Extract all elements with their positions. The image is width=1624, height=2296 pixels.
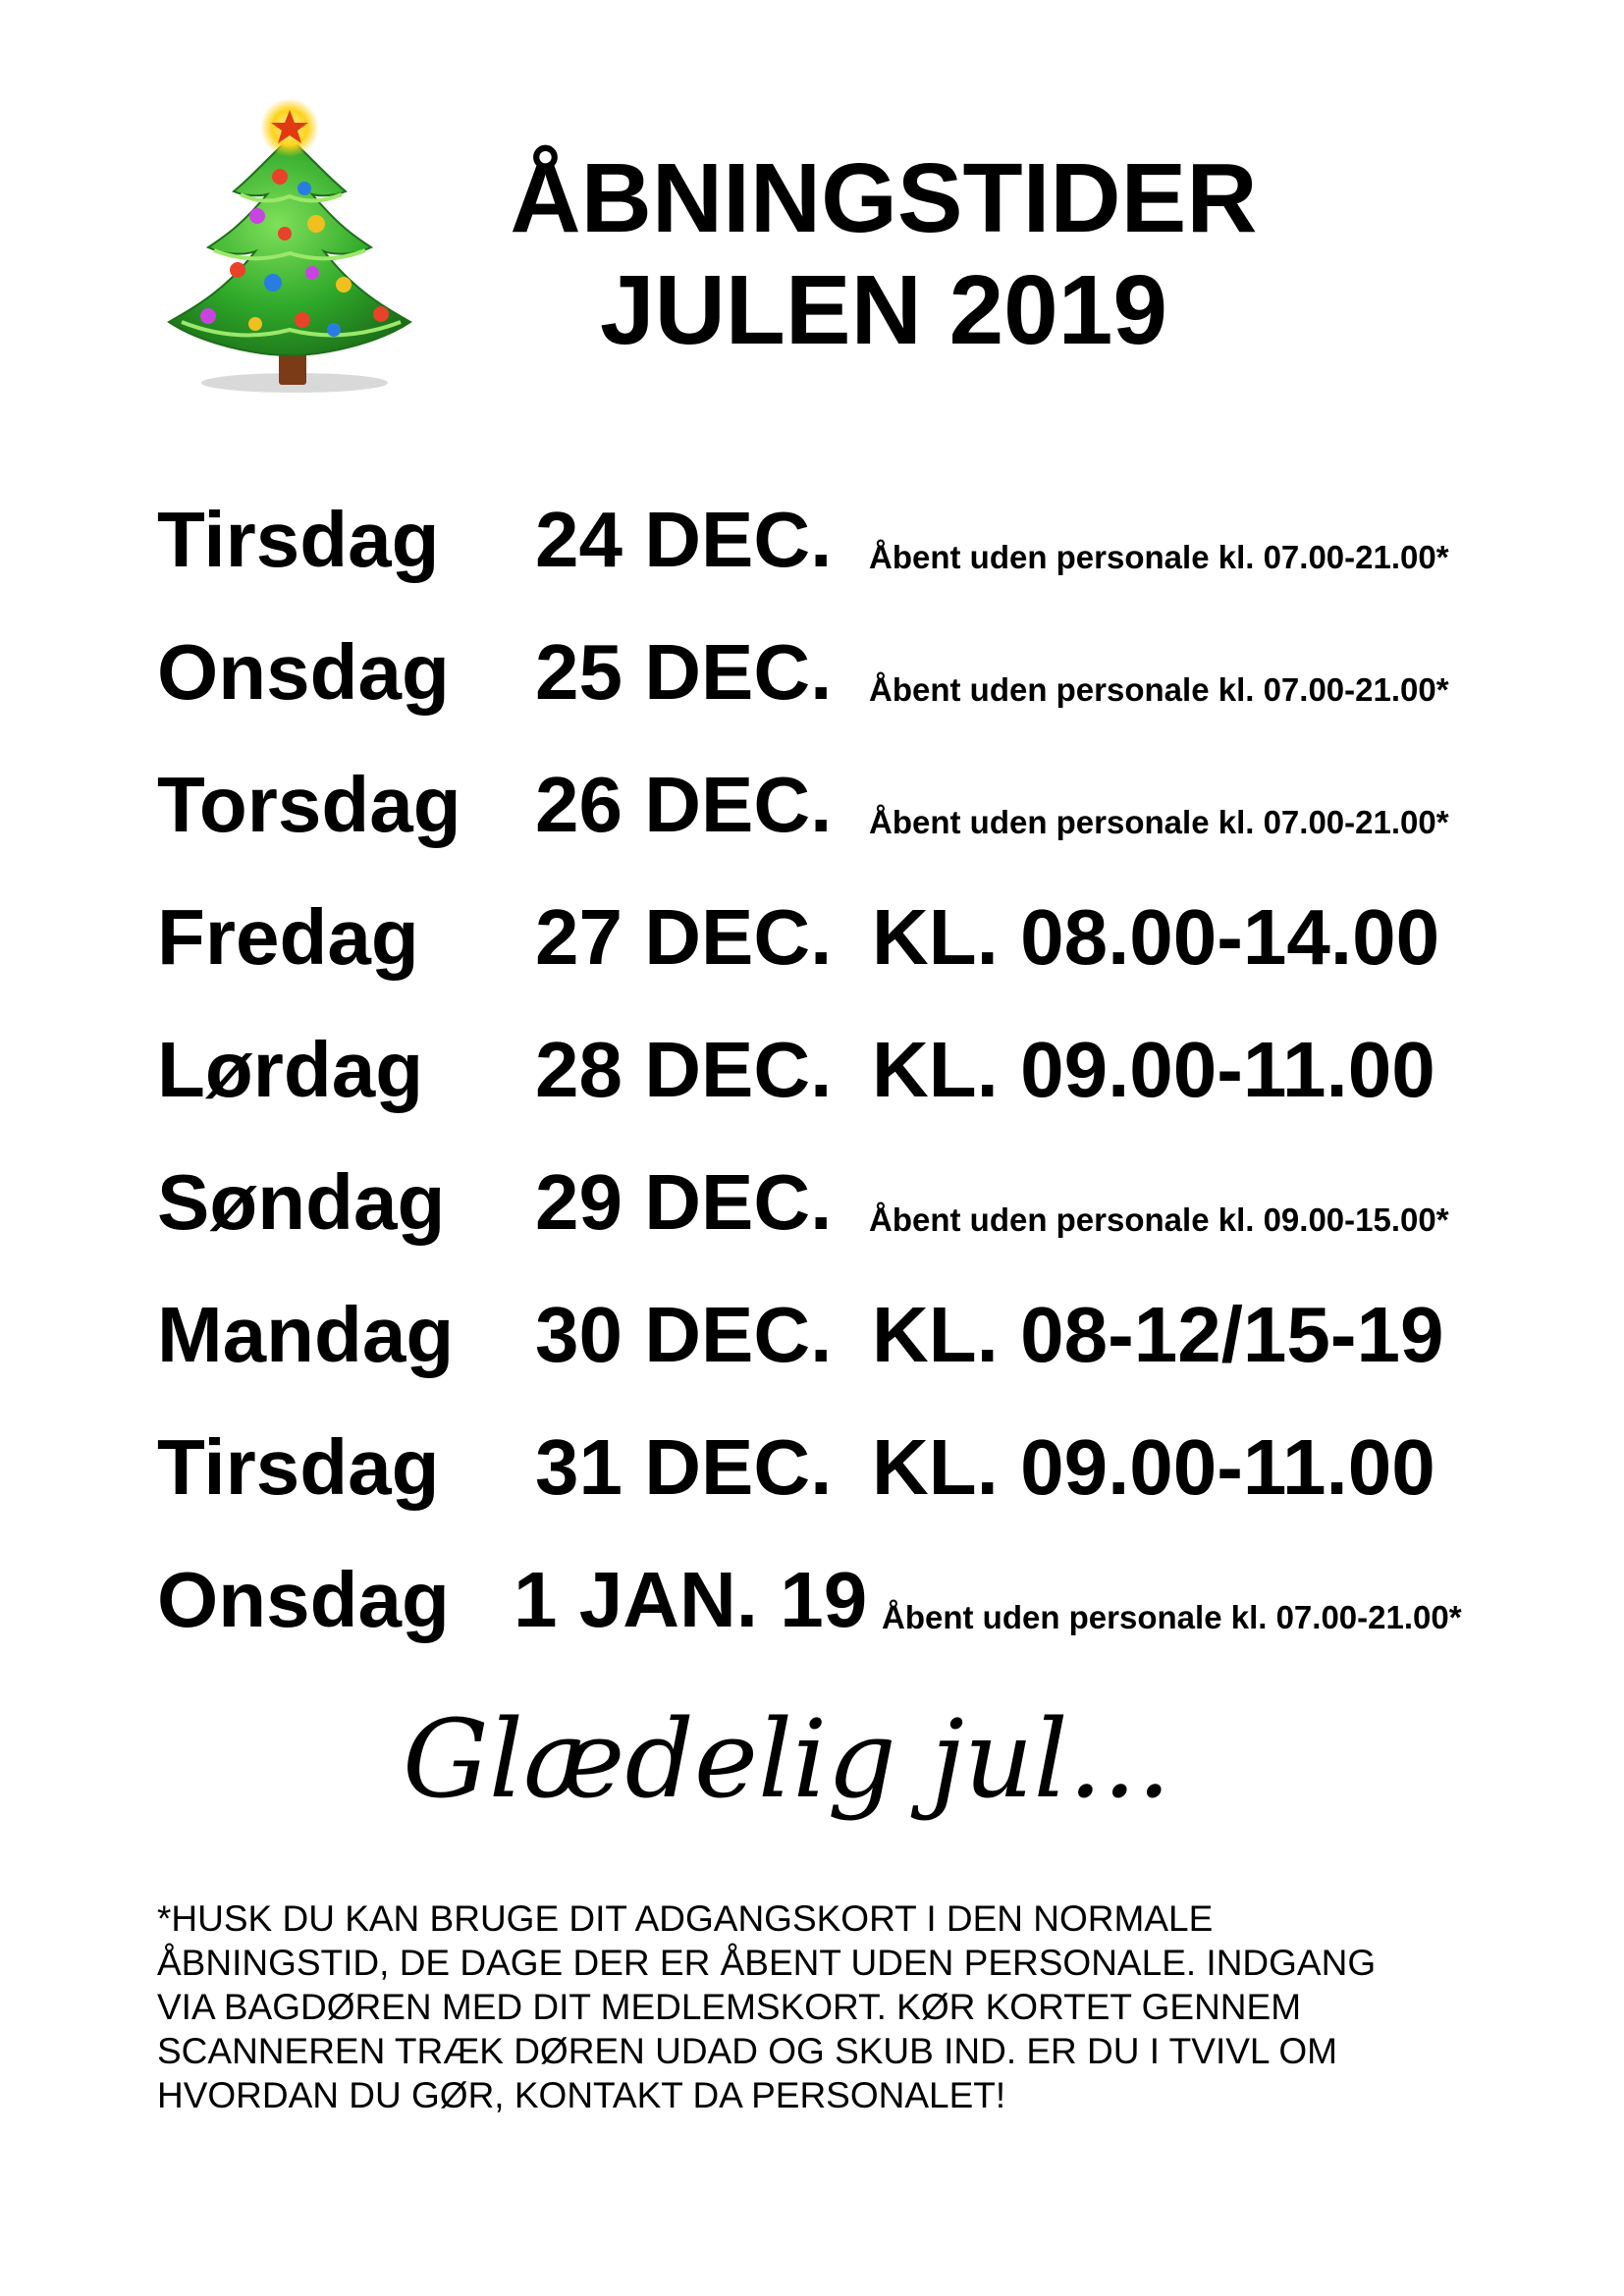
- schedule-day: Onsdag: [157, 1556, 450, 1643]
- schedule-hours: KL. 08-12/15-19: [872, 1291, 1444, 1378]
- greeting-handwriting: [403, 1688, 1257, 1855]
- schedule-date: 30 DEC.: [535, 1291, 833, 1378]
- schedule-date: 26 DEC.: [535, 761, 833, 848]
- schedule-row: [0, 893, 1624, 1006]
- schedule-day: Søndag: [157, 1158, 446, 1246]
- schedule-hours: KL. 09.00-11.00: [872, 1026, 1435, 1113]
- schedule-hours: KL. 09.00-11.00: [872, 1423, 1435, 1511]
- schedule-hours: KL. 08.00-14.00: [872, 893, 1440, 981]
- schedule-day: Fredag: [157, 893, 419, 981]
- schedule-row: [0, 1026, 1624, 1139]
- schedule-row: [0, 1158, 1624, 1271]
- greeting-text: Glædelig jul...: [403, 1696, 1171, 1822]
- schedule-row: [0, 1556, 1624, 1669]
- schedule-day: Lørdag: [157, 1026, 424, 1113]
- schedule-date: 29 DEC.: [535, 1158, 833, 1246]
- schedule-note: Åbent uden personale kl. 07.00-21.00*: [869, 671, 1449, 708]
- schedule-day: Torsdag: [157, 761, 461, 848]
- schedule-note: Åbent uden personale kl. 07.00-21.00*: [882, 1599, 1462, 1635]
- schedule-date: 28 DEC.: [535, 1026, 833, 1113]
- schedule-date: 27 DEC.: [535, 893, 833, 981]
- schedule-day: Tirsdag: [157, 1423, 440, 1511]
- page-subtitle: JULEN 2019: [599, 255, 1168, 365]
- schedule-note: Åbent uden personale kl. 07.00-21.00*: [869, 539, 1449, 575]
- schedule-row: [0, 628, 1624, 741]
- schedule-row: [0, 761, 1624, 874]
- schedule-date: 31 DEC.: [535, 1423, 833, 1511]
- schedule-row: [0, 1291, 1624, 1404]
- schedule-date: 25 DEC.: [535, 628, 833, 716]
- schedule-day: Mandag: [157, 1291, 455, 1378]
- page-title: ÅBNINGSTIDER: [510, 143, 1258, 253]
- schedule-row: [0, 1423, 1624, 1536]
- footnote-text: *HUSK DU KAN BRUGE DIT ADGANGSKORT I DEN NORMALE ÅBNINGSTID, DE DAGE DER ER ÅBENT UDEN PERSONALE. INDGANG VIA BAGDØREN MED DIT MEDLEMSKORT. KØR KORTET GENNEM SCANNEREN TRÆK DØREN UDAD OG SKUB IND. ER DU I TVIVL OM HVORDAN DU GØR, KONTAKT DA PERSONALET!: [157, 1898, 1377, 2115]
- schedule-day: Tirsdag: [157, 496, 440, 583]
- schedule-date: 24 DEC.: [535, 496, 833, 583]
- schedule-day: Onsdag: [157, 628, 450, 716]
- schedule-note: Åbent uden personale kl. 07.00-21.00*: [869, 804, 1449, 840]
- schedule-note: Åbent uden personale kl. 09.00-15.00*: [869, 1201, 1449, 1238]
- schedule-row: [0, 496, 1624, 609]
- schedule-date: 1 JAN. 19: [514, 1556, 868, 1643]
